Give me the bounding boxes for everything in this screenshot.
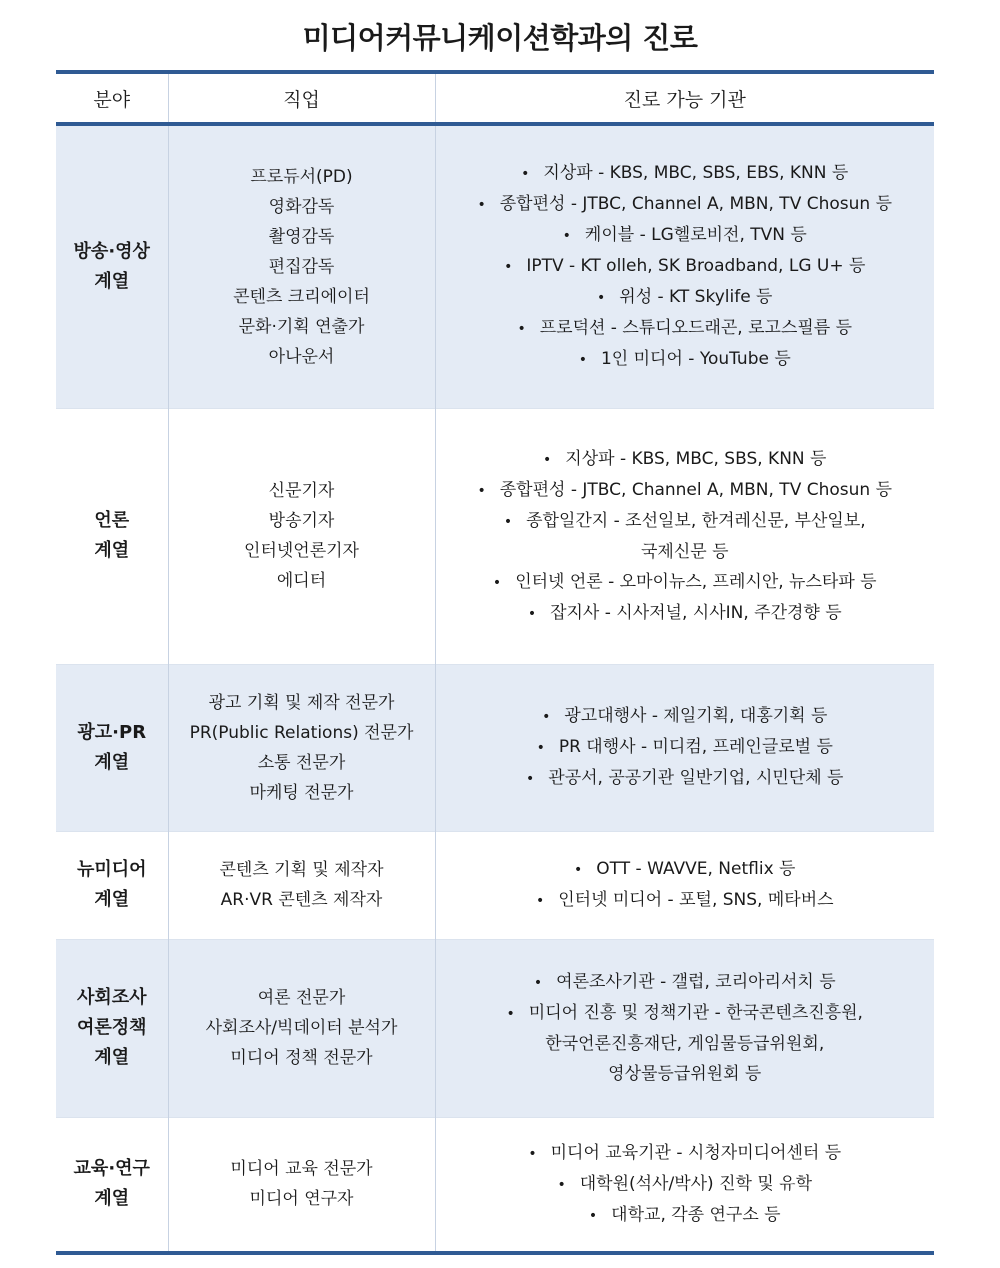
institution-text: 한국언론진흥재단, 게임물등급위원회, — [545, 1034, 825, 1054]
table-row — [56, 664, 934, 831]
job-item: 미디어 정책 전문가 — [230, 1048, 373, 1068]
jobs-cell — [168, 831, 435, 939]
field-cell — [56, 831, 168, 939]
institution-item — [440, 189, 931, 220]
bullet-icon: • — [503, 513, 513, 530]
job-item: 마케팅 전문가 — [249, 782, 354, 803]
field-cell — [56, 664, 168, 831]
institutions-cell — [435, 408, 934, 664]
table-row — [56, 408, 934, 664]
jobs-cell — [168, 408, 435, 664]
institution-text: OTT - WAVVE, Netflix 등 — [596, 859, 796, 879]
institution-text: 지상파 - KBS, MBC, SBS, KNN 등 — [565, 448, 827, 469]
header-institution: 진로 가능 기관 — [435, 72, 934, 124]
institution-item — [440, 854, 931, 885]
institution-item — [440, 282, 931, 313]
institution-item — [440, 885, 931, 916]
table-body — [56, 124, 934, 1253]
institution-item — [440, 763, 931, 794]
header-field: 분야 — [56, 72, 168, 124]
institution-item — [440, 1029, 931, 1059]
institution-text: 종합편성 - JTBC, Channel A, MBN, TV Chosun 등 — [499, 479, 893, 500]
institution-text: 미디어 진흥 및 정책기관 - 한국콘텐츠진흥원, — [528, 1003, 863, 1023]
bullet-icon: • — [588, 1207, 598, 1224]
bullet-icon: • — [517, 321, 526, 338]
institution-text: 지상파 - KBS, MBC, SBS, EBS, KNN 등 — [543, 163, 849, 184]
institution-text: 종합일간지 - 조선일보, 한겨레신문, 부산일보, — [526, 510, 866, 531]
job-item: 영화감독 — [268, 196, 335, 217]
institution-item — [440, 313, 931, 344]
bullet-icon: • — [597, 290, 606, 307]
institution-text: 프로덕션 - 스튜디오드래곤, 로고스필름 등 — [539, 318, 853, 339]
institution-text: 미디어 교육기관 - 시청자미디어센터 등 — [550, 1142, 842, 1163]
institution-item — [440, 475, 931, 506]
bullet-icon: • — [521, 166, 530, 183]
bullet-icon: • — [527, 605, 537, 622]
field-cell — [56, 408, 168, 664]
institution-text: IPTV - KT olleh, SK Broadband, LG U+ 등 — [526, 256, 866, 277]
institutions-cell — [435, 124, 934, 408]
field-label: 방송·영상 — [73, 240, 150, 262]
institution-text: 대학원(석사/박사) 진학 및 유학 — [579, 1173, 813, 1194]
institution-text: 여론조사기관 - 갤럽, 코리아리서치 등 — [556, 972, 836, 992]
institution-text: 대학교, 각종 연구소 등 — [611, 1204, 781, 1225]
job-item: 콘텐츠 크리에이터 — [233, 286, 370, 307]
institution-item — [440, 251, 931, 282]
institution-text: 1인 미디어 - YouTube 등 — [600, 349, 791, 370]
institution-text: 국제신문 등 — [640, 541, 729, 562]
institution-item — [440, 967, 931, 998]
institution-item — [440, 998, 931, 1029]
institution-text: 영상물등급위원회 등 — [608, 1064, 762, 1084]
job-item: 인터넷언론기자 — [244, 541, 359, 561]
institution-item — [440, 220, 931, 251]
institution-item — [440, 344, 931, 375]
field-label: 여론정책 — [76, 1017, 147, 1038]
job-item: 사회조사/빅데이터 분석가 — [205, 1018, 398, 1038]
institution-item — [440, 1169, 931, 1200]
institution-item — [440, 701, 931, 732]
institution-text: 관공서, 공공기관 일반기업, 시민단체 등 — [548, 768, 844, 788]
bullet-icon: • — [562, 228, 571, 245]
bullet-icon: • — [578, 352, 587, 369]
field-label: 뉴미디어 — [76, 859, 147, 880]
bullet-icon: • — [477, 197, 486, 214]
field-cell — [56, 1117, 168, 1253]
institutions-cell — [435, 1117, 934, 1253]
header-job: 직업 — [168, 72, 435, 124]
field-cell — [56, 124, 168, 408]
field-label: 계열 — [94, 540, 130, 561]
job-item: AR·VR 콘텐츠 제작자 — [220, 890, 383, 910]
jobs-cell — [168, 1117, 435, 1253]
job-item: 아나운서 — [268, 346, 335, 367]
institution-text: 인터넷 미디어 - 포털, SNS, 메타버스 — [558, 890, 834, 910]
field-label: 교육·연구 — [73, 1158, 150, 1180]
table-row — [56, 1117, 934, 1253]
bullet-icon: • — [536, 740, 545, 756]
institution-text: 광고대행사 - 제일기획, 대홍기획 등 — [564, 706, 828, 726]
bullet-icon: • — [535, 893, 545, 909]
bullet-icon: • — [492, 574, 502, 591]
table-row — [56, 124, 934, 408]
job-item: 콘텐츠 기획 및 제작자 — [219, 860, 384, 880]
bullet-icon: • — [542, 709, 551, 725]
jobs-cell — [168, 664, 435, 831]
job-item: 신문기자 — [268, 481, 335, 501]
institution-text: 잡지사 - 시사저널, 시사IN, 주간경향 등 — [550, 602, 842, 623]
institution-text: 인터넷 언론 - 오마이뉴스, 프레시안, 뉴스타파 등 — [515, 571, 877, 592]
field-cell — [56, 939, 168, 1117]
job-item: 미디어 연구자 — [249, 1189, 354, 1210]
jobs-cell — [168, 939, 435, 1117]
field-label: 언론 — [94, 510, 130, 531]
institutions-cell — [435, 831, 934, 939]
institution-item — [440, 1200, 931, 1231]
bullet-icon: • — [533, 975, 543, 991]
career-table — [56, 70, 934, 1255]
bullet-icon: • — [526, 771, 535, 787]
job-item: 미디어 교육 전문가 — [230, 1159, 373, 1180]
field-label: 사회조사 — [76, 987, 147, 1008]
bullet-icon: • — [504, 259, 513, 276]
table-row — [56, 831, 934, 939]
field-label: 계열 — [94, 751, 130, 773]
job-item: 방송기자 — [268, 511, 335, 531]
job-item: 프로듀서(PD) — [250, 166, 353, 187]
institution-text: PR 대행사 - 미디컴, 프레인글로벌 등 — [558, 737, 833, 757]
institution-text: 종합편성 - JTBC, Channel A, MBN, TV Chosun 등 — [499, 194, 893, 215]
job-item: 에디터 — [276, 571, 327, 591]
job-item: 문화·기획 연출가 — [238, 316, 365, 337]
table-row — [56, 939, 934, 1117]
field-label: 계열 — [94, 1047, 130, 1068]
institution-item — [440, 732, 931, 763]
bullet-icon: • — [574, 862, 583, 878]
job-item: 여론 전문가 — [257, 988, 346, 1008]
bullet-icon: • — [528, 1145, 537, 1162]
institution-item — [440, 1138, 931, 1169]
bullet-icon: • — [506, 1006, 515, 1022]
institution-item — [440, 158, 931, 189]
job-item: 광고 기획 및 제작 전문가 — [208, 692, 395, 713]
page-title: 미디어커뮤니케이션학과의 진로 — [302, 21, 698, 55]
institution-text: 케이블 - LG헬로비전, TVN 등 — [584, 225, 807, 246]
jobs-cell — [168, 124, 435, 408]
institution-item — [440, 598, 931, 629]
field-label: 계열 — [94, 1188, 130, 1210]
field-label: 광고·PR — [77, 721, 147, 743]
institution-item — [440, 444, 931, 475]
job-item: 소통 전문가 — [257, 752, 346, 773]
institutions-cell — [435, 664, 934, 831]
institution-item — [440, 537, 931, 567]
job-item: PR(Public Relations) 전문가 — [189, 722, 414, 743]
institution-item — [440, 567, 931, 598]
header-row — [56, 72, 934, 124]
job-item: 촬영감독 — [268, 226, 335, 247]
field-label: 계열 — [94, 889, 130, 910]
institution-text: 위성 - KT Skylife 등 — [619, 287, 773, 308]
bullet-icon: • — [543, 451, 552, 468]
bullet-icon: • — [557, 1176, 566, 1193]
institution-item — [440, 506, 931, 537]
job-item: 편집감독 — [268, 256, 335, 277]
bullet-icon: • — [477, 482, 486, 499]
field-label: 계열 — [94, 270, 130, 292]
institution-item — [440, 1059, 931, 1089]
institutions-cell — [435, 939, 934, 1117]
